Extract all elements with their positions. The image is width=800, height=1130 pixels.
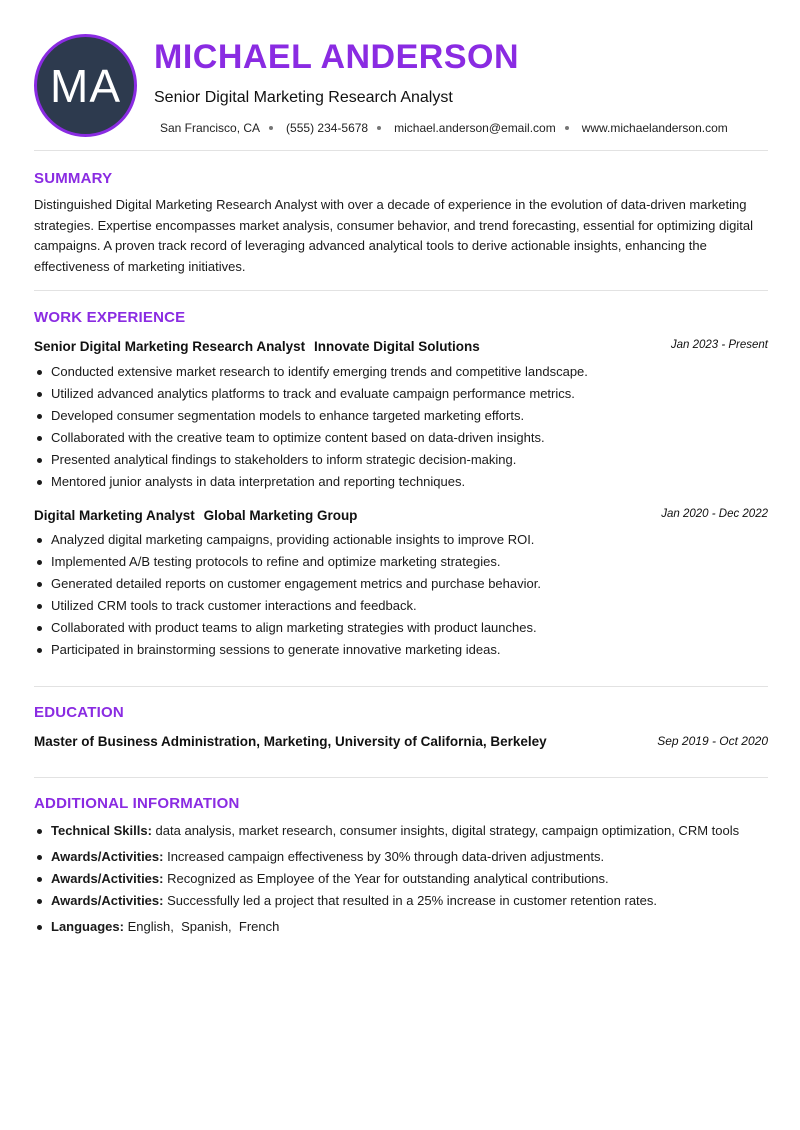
job-company: Innovate Digital Solutions xyxy=(313,339,480,354)
degree: Master of Business Administration, Marketing, University of California, Berkeley xyxy=(34,734,547,749)
experience-heading: WORK EXPERIENCE xyxy=(34,309,186,326)
list-item xyxy=(34,820,768,842)
info-text: data analysis, market research, consumer insights, digital strategy, campaign optimization, CRM tools xyxy=(155,823,740,838)
job-header xyxy=(34,338,768,356)
list-item: Utilized advanced analytics platforms to track and evaluate campaign performance metrics. xyxy=(34,383,768,405)
list-item xyxy=(34,846,768,868)
education-entry xyxy=(34,733,768,751)
divider xyxy=(34,150,768,151)
list-item: Developed consumer segmentation models to enhance targeted marketing efforts. xyxy=(34,405,768,427)
list-item: Collaborated with product teams to align marketing strategies with product launches. xyxy=(34,617,768,639)
info-text: Increased campaign effectiveness by 30% through data-driven adjustments. xyxy=(167,849,605,864)
job-header xyxy=(34,507,768,525)
additional-list xyxy=(34,820,768,938)
candidate-name: MICHAEL ANDERSON xyxy=(154,38,520,76)
list-item: Analyzed digital marketing campaigns, providing actionable insights to improve ROI. xyxy=(34,529,768,551)
job-company: Global Marketing Group xyxy=(203,508,358,523)
avatar xyxy=(34,34,137,137)
list-item xyxy=(34,916,768,938)
job-bullets xyxy=(34,361,768,493)
list-item xyxy=(34,890,768,912)
education-heading: EDUCATION xyxy=(34,704,124,721)
info-label: Awards/Activities: xyxy=(51,871,164,886)
separator-dot xyxy=(377,126,381,130)
list-item: Conducted extensive market research to identify emerging trends and competitive landscape. xyxy=(34,361,768,383)
info-label: Languages: xyxy=(51,919,124,934)
additional-heading: ADDITIONAL INFORMATION xyxy=(34,795,240,812)
list-item: Collaborated with the creative team to optimize content based on data-driven insights. xyxy=(34,427,768,449)
job-bullets xyxy=(34,529,768,661)
job-role: Senior Digital Marketing Research Analyst xyxy=(34,339,306,354)
job-dates: Jan 2020 - Dec 2022 xyxy=(661,508,768,520)
contact-location: San Francisco, CA xyxy=(160,121,286,135)
summary-heading: SUMMARY xyxy=(34,170,113,187)
job-dates: Jan 2023 - Present xyxy=(670,339,768,351)
info-label: Awards/Activities: xyxy=(51,849,164,864)
separator-dot xyxy=(269,126,273,130)
contact-phone[interactable]: (555) 234-5678 xyxy=(286,121,394,135)
info-text: English, Spanish, French xyxy=(127,919,280,934)
avatar-initials: MA xyxy=(50,59,121,112)
list-item xyxy=(34,868,768,890)
resume-header xyxy=(34,34,768,139)
divider xyxy=(34,777,768,778)
contact-email[interactable]: michael.anderson@email.com xyxy=(394,121,582,135)
job-role: Digital Marketing Analyst xyxy=(34,508,195,523)
summary-text: Distinguished Digital Marketing Research Analyst with over a decade of experience in the evolution of data-driven marketing strategies. Expertise encompasses market analysis, consumer behavior, and trend forecasting, essential for optimizing digital campaigns. A proven track record of leveraging advanced analytical tools to derive actionable insights, enhancing the effectiveness of marketing initiatives. xyxy=(34,197,753,274)
education-dates: Sep 2019 - Oct 2020 xyxy=(657,734,768,748)
list-item: Generated detailed reports on customer engagement metrics and purchase behavior. xyxy=(34,573,768,595)
divider xyxy=(34,686,768,687)
contact-bar xyxy=(160,121,728,135)
list-item: Mentored junior analysts in data interpretation and reporting techniques. xyxy=(34,471,768,493)
info-text: Successfully led a project that resulted in a 25% increase in customer retention rates. xyxy=(167,893,658,908)
info-label: Technical Skills: xyxy=(51,823,152,838)
list-item: Utilized CRM tools to track customer interactions and feedback. xyxy=(34,595,768,617)
list-item: Implemented A/B testing protocols to refine and optimize marketing strategies. xyxy=(34,551,768,573)
separator-dot xyxy=(565,126,569,130)
info-label: Awards/Activities: xyxy=(51,893,164,908)
info-text: Recognized as Employee of the Year for outstanding analytical contributions. xyxy=(167,871,609,886)
contact-website[interactable]: www.michaelanderson.com xyxy=(581,121,728,135)
list-item: Participated in brainstorming sessions to generate innovative marketing ideas. xyxy=(34,639,768,661)
divider xyxy=(34,290,768,291)
list-item: Presented analytical findings to stakeholders to inform strategic decision-making. xyxy=(34,449,768,471)
job-title: Senior Digital Marketing Research Analyst xyxy=(154,89,453,106)
